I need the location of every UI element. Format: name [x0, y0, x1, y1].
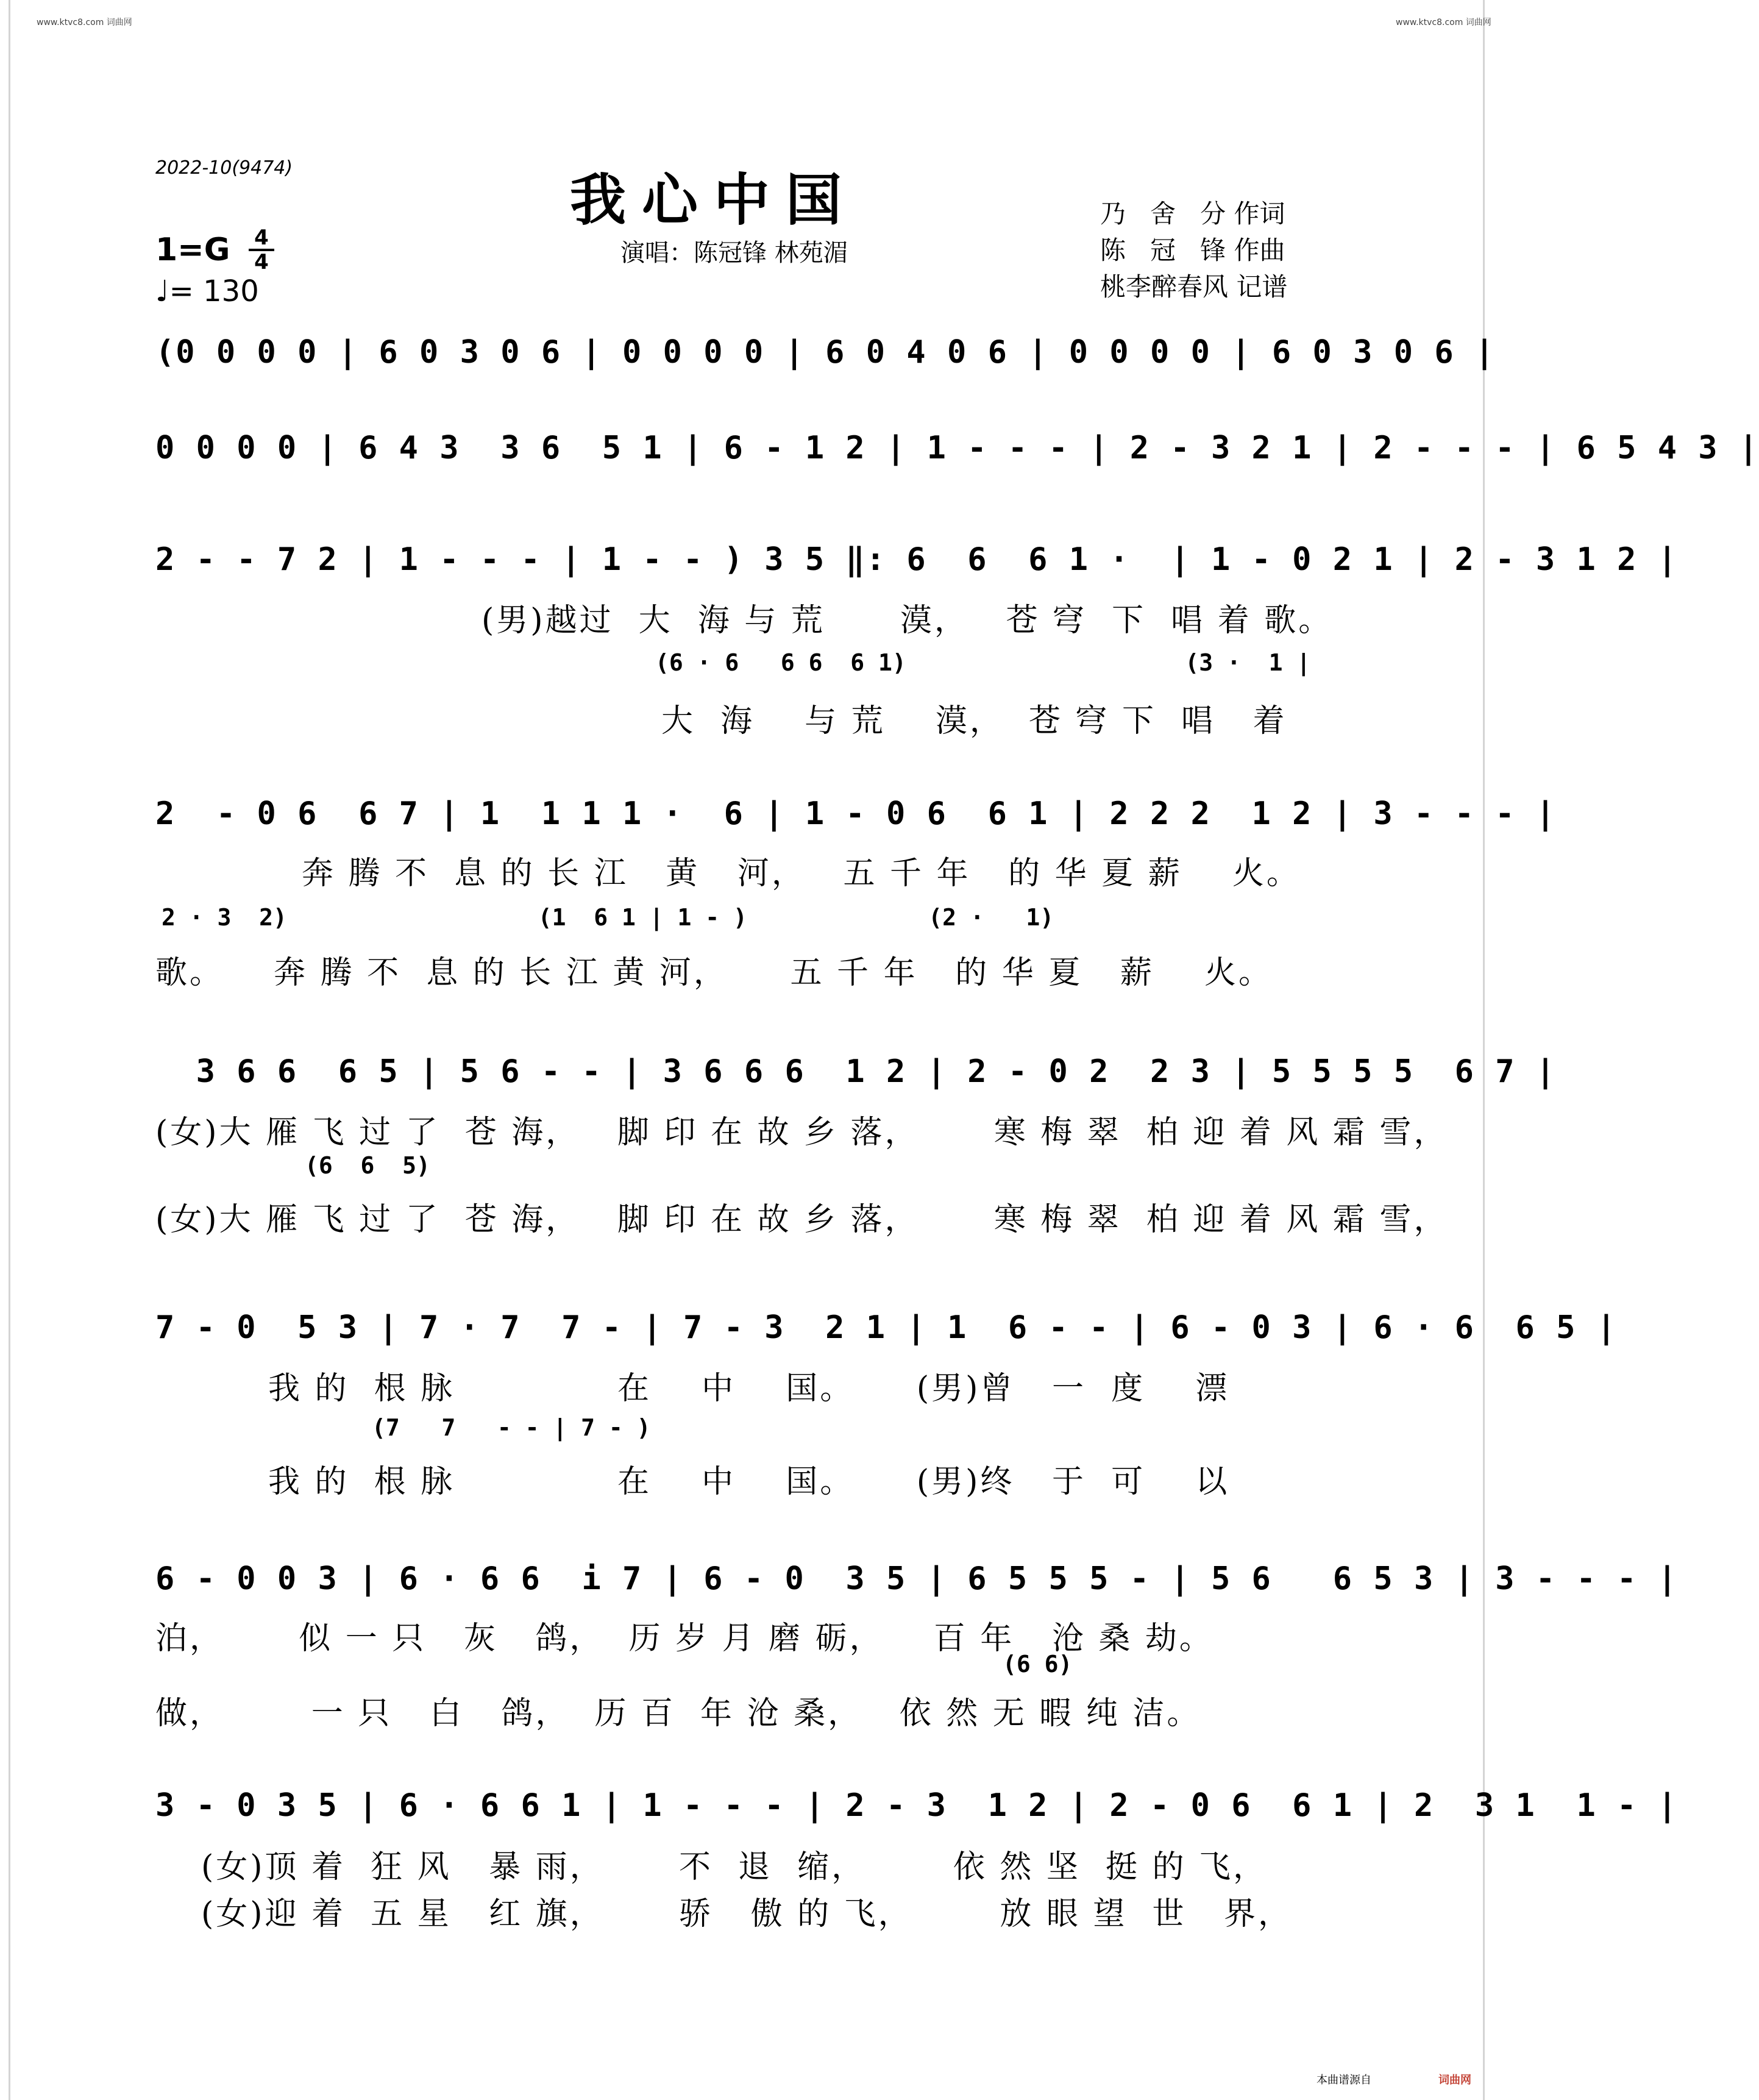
notation-row-8: 3 - 0 3 5 | 6 · 6 6 1 | 1 - - - | 2 - 3 1 2 | 2 - 0 6 6 1 | 2 3 1 1 - | — [155, 1787, 1678, 1824]
time-signature-top: 4 — [254, 226, 269, 250]
harmony-row-6: (7 7 - - | 7 - ) — [372, 1414, 651, 1441]
notation-row-2: 0 0 0 0 | 6 4 3 3 6 5 1 | 6 - 1 2 | 1 - - - | 2 - 3 2 1 | 2 - - - | 6 5 4 3 | — [155, 430, 1759, 466]
lyric-row-4b: 歌。 奔 腾 不 息 的 长 江 黄 河， 五 千 年 的 华 夏 薪 火。 — [155, 955, 1273, 991]
footer-brand: 词曲网 — [1438, 2074, 1471, 2087]
notation-row-6: 7 - 0 5 3 | 7 · 7 7 - | 7 - 3 2 1 | 1 6 - - | 6 - 0 3 | 6 · 6 6 5 | — [155, 1309, 1618, 1346]
time-signature-bottom: 4 — [249, 249, 274, 273]
notation-row-7: 6 - 0 0 3 | 6 · 6 6 i 7 | 6 - 0 3 5 | 6 5 5 5 - | 5 6 6 5 3 | 3 - - - | — [155, 1561, 1678, 1597]
lyric-row-4a: 奔 腾 不 息 的 长 江 黄 河， 五 千 年 的 华 夏 薪 火。 — [302, 855, 1301, 892]
source-watermark-right: www.ktvc8.com 词曲网 — [1396, 18, 1491, 27]
harmony-row-4: 2 · 3 2) (1 6 1 | 1 - ) (2 · 1) — [162, 904, 1054, 931]
lyric-row-7b: 做， 一 只 白 鸽， 历 百 年 沧 桑， 依 然 无 暇 纯 洁。 — [155, 1695, 1201, 1732]
source-watermark-left: www.ktvc8.com 词曲网 — [37, 18, 132, 27]
time-signature — [249, 227, 274, 273]
lyric-row-6b: 我 的 根 脉 在 中 国。 (男)终 于 可 以 — [268, 1464, 1230, 1500]
footer-label: 本曲谱源自 — [1317, 2074, 1371, 2087]
lyricist-credit: 乃 舍 分 作词 — [1100, 199, 1285, 229]
harmony-row-5: (6 6 5) — [305, 1152, 430, 1179]
song-title: 我心中国 — [570, 167, 858, 233]
right-margin-strip — [1483, 0, 1493, 2100]
edition-code: 2022-10(9474) — [155, 157, 293, 179]
lyric-row-5b: (女)大 雁 飞 过 了 苍 海， 脚 印 在 故 乡 落， 寒 梅 翠 柏 迎 着 风 霜 雪， — [155, 1201, 1448, 1238]
lyric-row-6a: 我 的 根 脉 在 中 国。 (男)曾 一 度 漂 — [268, 1370, 1230, 1407]
left-margin-strip — [0, 0, 10, 2100]
lyric-row-3b: 大 海 与 荒 漠， 苍 穹 下 唱 着 — [661, 703, 1287, 739]
transcriber-credit: 桃李醉春风 记谱 — [1100, 272, 1288, 302]
notation-row-1: (0 0 0 0 | 6 0 3 0 6 | 0 0 0 0 | 6 0 4 0 6 | 0 0 0 0 | 6 0 3 0 6 | — [155, 334, 1496, 371]
tempo-mark: ♩= 130 — [155, 274, 259, 308]
notation-row-4: 2 - 0 6 6 7 | 1 1 1 1 · 6 | 1 - 0 6 6 1 | 2 2 2 1 2 | 3 - - - | — [155, 796, 1557, 832]
composer-credit: 陈 冠 锋 作曲 — [1100, 235, 1285, 265]
notation-row-5: 3 6 6 6 5 | 5 6 - - | 3 6 6 6 1 2 | 2 - 0 2 2 3 | 5 5 5 5 6 7 | — [155, 1053, 1557, 1090]
harmony-row-3: (6 · 6 6 6 6 1) (3 · 1 | — [655, 649, 1311, 676]
lyric-row-8b: (女)迎 着 五 星 红 旗， 骄 傲 的 飞， 放 眼 望 世 界， — [201, 1896, 1293, 1932]
lyric-row-8a: (女)顶 着 狂 风 暴 雨， 不 退 缩， 依 然 坚 挺 的 飞， — [201, 1849, 1267, 1885]
key-signature: 1=G — [155, 232, 230, 268]
notation-row-3: 2 - - 7 2 | 1 - - - | 1 - - ) 3 5 ‖: 6 6 6 1 · | 1 - 0 2 1 | 2 - 3 1 2 | — [155, 541, 1678, 578]
lyric-row-3a: (男)越过 大 海 与 荒 漠， 苍 穹 下 唱 着 歌。 — [482, 602, 1333, 639]
lyric-row-5a: (女)大 雁 飞 过 了 苍 海， 脚 印 在 故 乡 落， 寒 梅 翠 柏 迎 着 风 霜 雪， — [155, 1114, 1448, 1151]
harmony-row-7: (6 6) — [1003, 1651, 1073, 1678]
singers: 演唱：陈冠锋 林苑湄 — [620, 239, 848, 267]
lyric-row-7a: 泊， 似 一 只 灰 鸽， 历 岁 月 磨 砺， 百 年 沧 桑 劫。 — [155, 1620, 1214, 1657]
